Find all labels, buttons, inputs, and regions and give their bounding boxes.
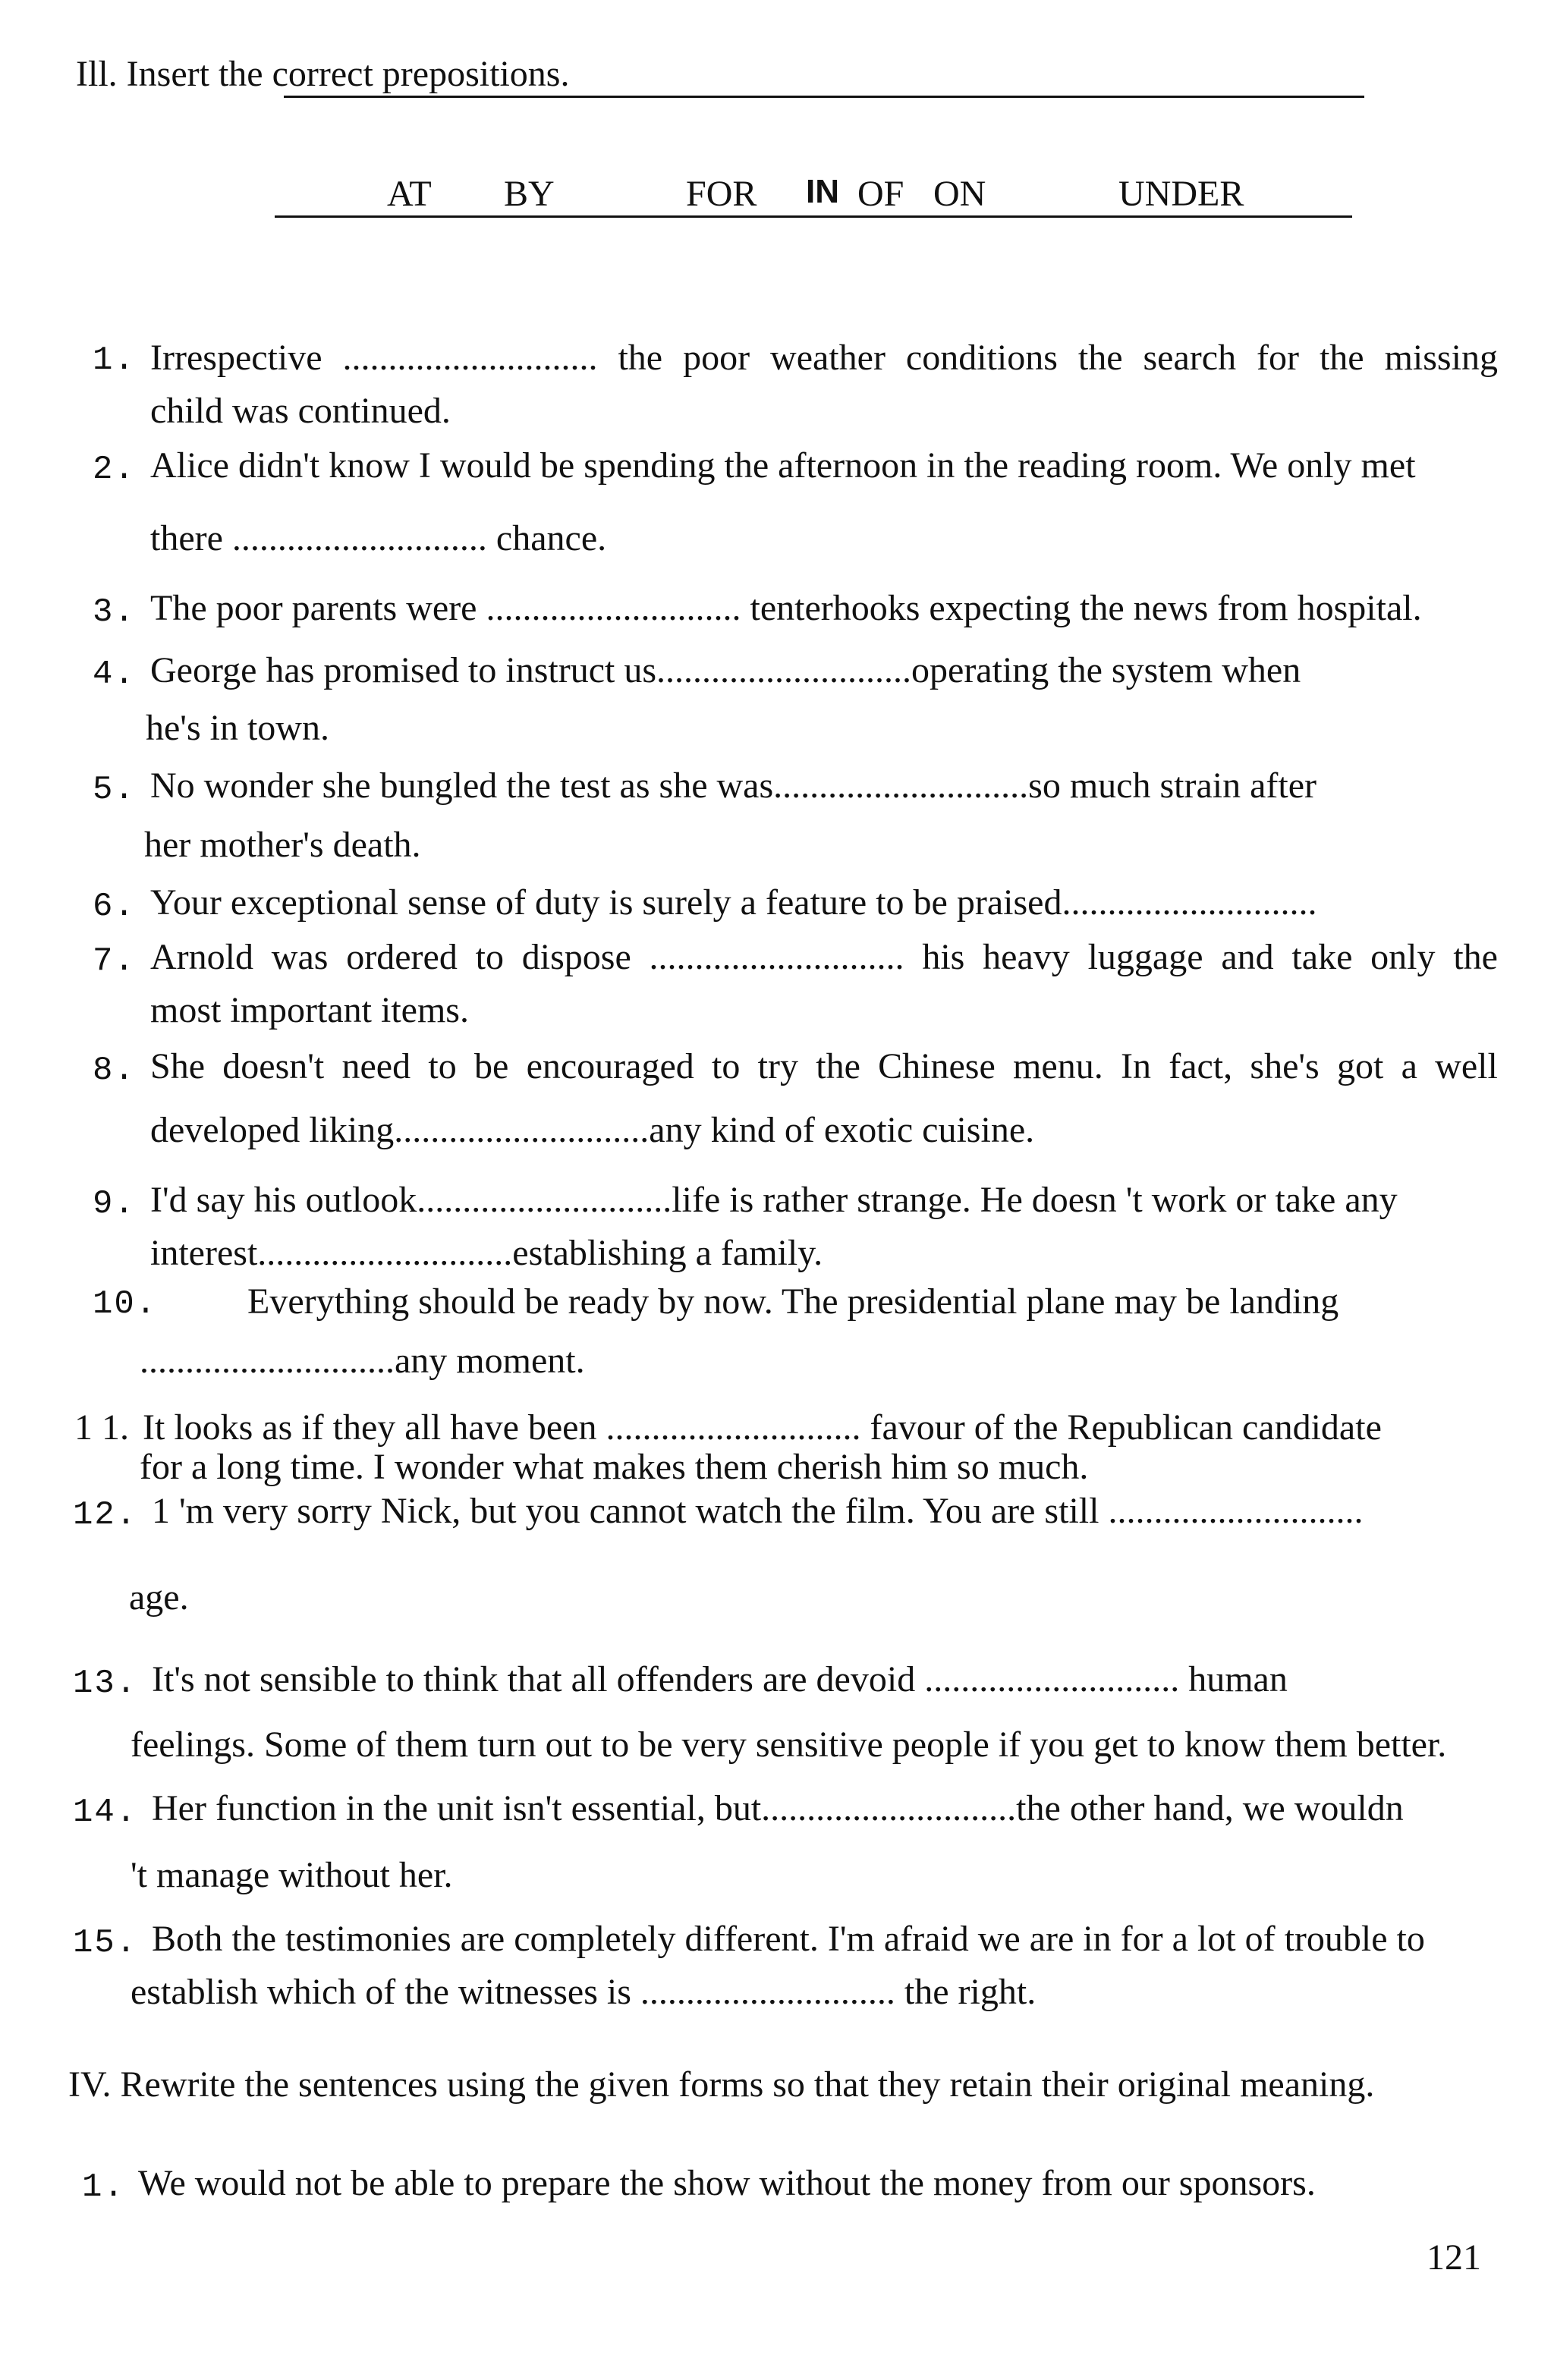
item-line: It's not sensible to think that all offenders are devoid ............................ human — [152, 1659, 1288, 1699]
item-number: 10. — [93, 1285, 158, 1323]
heading-underline — [284, 96, 1364, 98]
word-token: to — [712, 1046, 741, 1086]
word-token: be — [473, 1046, 509, 1086]
item-line: feelings. Some of them turn out to be very sensitive people if you get to know them better. — [131, 1724, 1447, 1765]
item-line: The poor parents were ............................ tenterhooks expecting the news from hospital. — [150, 588, 1422, 628]
word-token: Irrespective — [150, 338, 322, 378]
word-in: IN — [806, 173, 839, 210]
word-token: She — [150, 1046, 205, 1086]
item-number: 9. — [93, 1185, 136, 1223]
item-number: 14. — [73, 1794, 138, 1831]
word-under: UNDER — [1118, 174, 1244, 214]
page-number: 121 — [1427, 2237, 1481, 2278]
word-token: Arnold — [150, 937, 253, 977]
item-line: for a long time. I wonder what makes them cherish him so much. — [140, 1447, 1089, 1487]
item-number: 12. — [73, 1496, 138, 1534]
item-line: George has promised to instruct us............................operating the system when — [150, 650, 1301, 690]
item-number: 4. — [93, 656, 136, 693]
word-token: well — [1435, 1046, 1498, 1086]
word-token: his — [922, 937, 965, 977]
item-line: Her function in the unit isn't essential, but............................the other hand, we wouldn — [152, 1788, 1404, 1828]
word-token: ordered — [346, 937, 458, 977]
item-number: 7. — [93, 942, 136, 980]
item-line: Your exceptional sense of duty is surely a feature to be praised............................ — [150, 882, 1317, 923]
item-line: It looks as if they all have been ............................ favour of the Republican candidate — [143, 1407, 1382, 1448]
word-token: search — [1143, 338, 1237, 378]
word-token: encouraged — [526, 1046, 694, 1086]
word-token: doesn't — [222, 1046, 325, 1086]
item-line: Both the testimonies are completely different. I'm afraid we are in for a lot of trouble to — [152, 1919, 1425, 1959]
word-token: poor — [683, 338, 750, 378]
word-for: FOR — [686, 174, 757, 214]
item-number: 5. — [93, 771, 136, 809]
word-token: heavy — [983, 937, 1070, 977]
item-number: 2. — [93, 451, 136, 489]
word-token: for — [1257, 338, 1299, 378]
word-token: a — [1401, 1046, 1417, 1086]
word-of: OF — [857, 174, 904, 214]
item-line: there ............................ chance. — [150, 518, 607, 558]
item-line: child was continued. — [150, 391, 451, 431]
item-number: 8. — [93, 1052, 136, 1089]
word-token: the — [1077, 338, 1123, 378]
word-token: the — [1319, 338, 1364, 378]
word-token: weather — [770, 338, 886, 378]
item-line — [150, 340, 1498, 376]
item-line: We would not be able to prepare the show without the money from our sponsors. — [138, 2163, 1316, 2203]
word-bank-underline — [275, 215, 1352, 218]
item-number: 1. — [82, 2168, 125, 2206]
word-token: the — [816, 1046, 860, 1086]
word-token: was — [271, 937, 329, 977]
word-token: the — [1453, 937, 1498, 977]
section-iii-heading: Ill. Insert the correct prepositions. — [76, 54, 570, 94]
word-token: menu. — [1013, 1046, 1103, 1086]
item-line — [150, 939, 1498, 976]
word-token: dispose — [521, 937, 631, 977]
word-token: In — [1120, 1046, 1151, 1086]
item-line — [150, 1046, 1498, 1086]
item-number: 6. — [93, 888, 136, 926]
item-number: 15. — [73, 1924, 138, 1962]
word-token: and — [1221, 937, 1274, 977]
word-token: take — [1291, 937, 1353, 977]
word-token: ............................ — [649, 937, 904, 977]
item-line: interest............................establishing a family. — [150, 1233, 823, 1273]
word-token: ............................ — [342, 338, 598, 378]
item-line: most important items. — [150, 990, 469, 1030]
word-token: only — [1370, 937, 1436, 977]
word-token: she's — [1250, 1046, 1320, 1086]
item-number: 3. — [93, 593, 136, 631]
item-line: 't manage without her. — [131, 1855, 453, 1895]
word-token: Chinese — [878, 1046, 996, 1086]
item-line: developed liking............................any kind of exotic cuisine. — [150, 1110, 1035, 1150]
word-token: to — [475, 937, 504, 977]
word-token: conditions — [905, 338, 1058, 378]
item-line: age. — [129, 1577, 189, 1618]
item-line: I'd say his outlook............................life is rather strange. He doesn 't work or take any — [150, 1180, 1398, 1220]
word-on: ON — [933, 174, 986, 214]
item-line: he's in town. — [146, 708, 329, 748]
item-line: Everything should be ready by now. The presidential plane may be landing — [247, 1281, 1339, 1322]
word-token: the — [618, 338, 663, 378]
item-line: her mother's death. — [144, 825, 421, 865]
item-number: 1 1. — [74, 1407, 129, 1448]
item-line: 1 'm very sorry Nick, but you cannot watch the film. You are still ............................ — [152, 1491, 1364, 1531]
word-token: got — [1336, 1046, 1384, 1086]
item-line: ............................any moment. — [140, 1341, 585, 1381]
word-token: luggage — [1087, 937, 1203, 977]
word-token: fact, — [1169, 1046, 1233, 1086]
item-line: Alice didn't know I would be spending the afternoon in the reading room. We only met — [150, 445, 1416, 486]
item-number: 13. — [73, 1665, 138, 1702]
word-token: to — [428, 1046, 457, 1086]
item-line: No wonder she bungled the test as she was............................so much strain after — [150, 766, 1317, 806]
section-iv-heading: IV. Rewrite the sentences using the given forms so that they retain their original meaning. — [68, 2064, 1375, 2105]
word-at: AT — [387, 174, 432, 214]
item-line: establish which of the witnesses is ............................ the right. — [131, 1972, 1037, 2012]
word-by: BY — [504, 174, 555, 214]
word-token: try — [757, 1046, 798, 1086]
word-token: missing — [1384, 338, 1498, 378]
item-number: 1. — [93, 341, 136, 379]
word-token: need — [341, 1046, 411, 1086]
